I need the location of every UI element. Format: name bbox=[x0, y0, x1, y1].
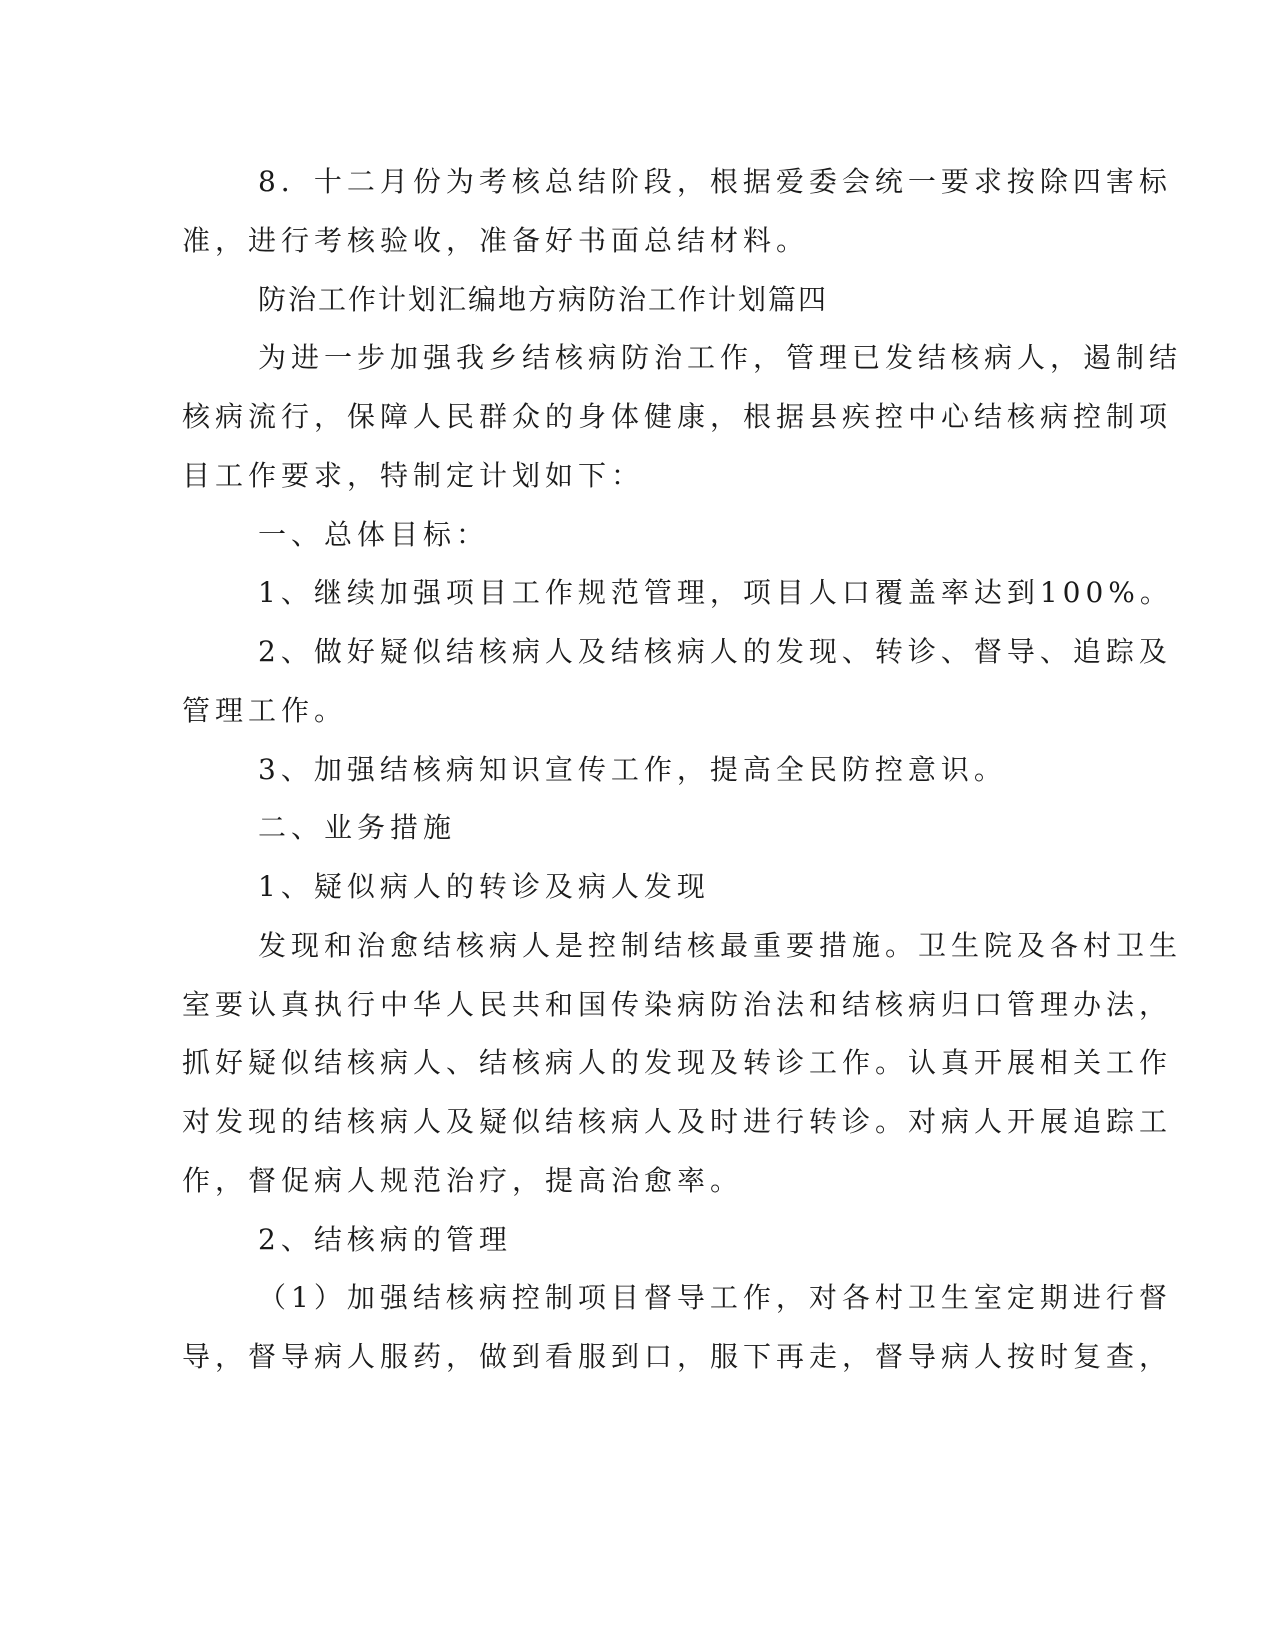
paragraph-line: 对发现的结核病人及疑似结核病人及时进行转诊。对病人开展追踪工 bbox=[182, 1105, 1173, 1138]
paragraph-line: 室要认真执行中华人民共和国传染病防治法和结核病归口管理办法， bbox=[182, 988, 1173, 1021]
list-item: 3、加强结核病知识宣传工作，提高全民防控意识。 bbox=[258, 753, 1007, 786]
list-item-continuation: 管理工作。 bbox=[182, 694, 348, 727]
heading-measures: 二、业务措施 bbox=[258, 811, 457, 844]
subheading: 2、结核病的管理 bbox=[258, 1223, 512, 1256]
paragraph-line: 准，进行考核验收，准备好书面总结材料。 bbox=[182, 224, 810, 257]
paragraph-line: 作，督促病人规范治疗，提高治愈率。 bbox=[182, 1164, 744, 1197]
list-item: 1、继续加强项目工作规范管理，项目人口覆盖率达到100%。 bbox=[258, 576, 1173, 609]
heading-overall-goals: 一、总体目标： bbox=[258, 518, 490, 551]
list-item: 2、做好疑似结核病人及结核病人的发现、转诊、督导、追踪及 bbox=[258, 635, 1172, 668]
paragraph-line: 核病流行，保障人民群众的身体健康，根据县疾控中心结核病控制项 bbox=[182, 400, 1173, 433]
paragraph-line: 目工作要求，特制定计划如下： bbox=[182, 459, 645, 492]
paragraph-line: 为进一步加强我乡结核病防治工作，管理已发结核病人，遏制结 bbox=[258, 341, 1183, 374]
section-title: 防治工作计划汇编地方病防治工作计划篇四 bbox=[258, 283, 829, 316]
paragraph-line: 8．十二月份为考核总结阶段，根据爱委会统一要求按除四害标 bbox=[258, 165, 1172, 198]
paragraph-line: 发现和治愈结核病人是控制结核最重要措施。卫生院及各村卫生 bbox=[258, 929, 1183, 962]
paragraph-line: 抓好疑似结核病人、结核病人的发现及转诊工作。认真开展相关工作 bbox=[182, 1046, 1173, 1079]
paragraph-line: （1）加强结核病控制项目督导工作，对各村卫生室定期进行督 bbox=[258, 1281, 1172, 1314]
subheading: 1、疑似病人的转诊及病人发现 bbox=[258, 870, 710, 903]
paragraph-line: 导，督导病人服药，做到看服到口，服下再走，督导病人按时复查， bbox=[182, 1340, 1173, 1373]
